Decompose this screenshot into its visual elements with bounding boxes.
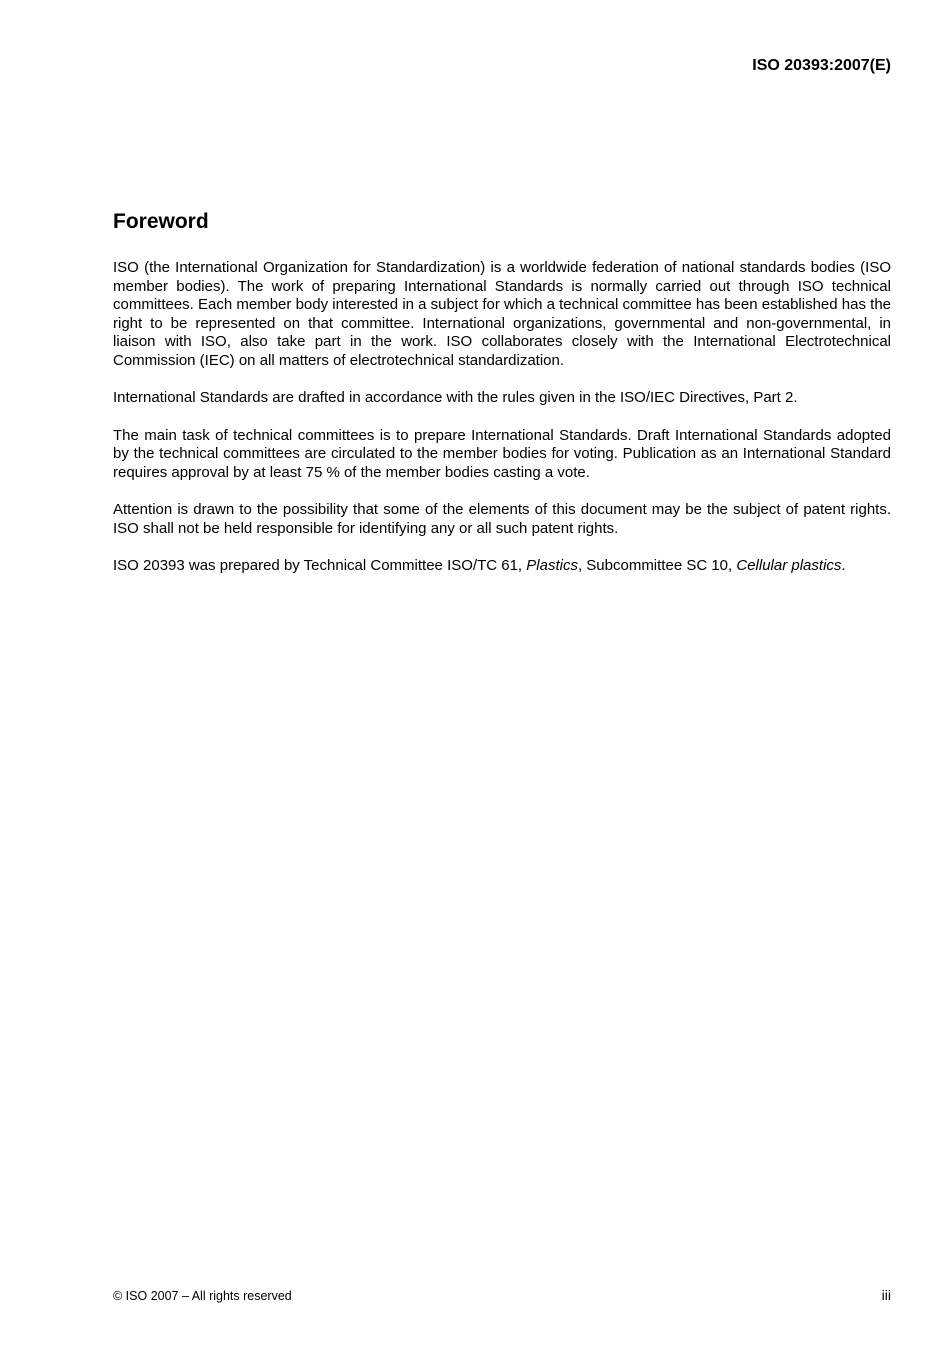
paragraph-patent-rights: Attention is drawn to the possibility that some of the elements of this document may be the subject of patent rights. ISO shall not be held responsible for identifying any or all such patent rights. bbox=[113, 501, 891, 537]
foreword-body bbox=[113, 259, 891, 594]
prepared-by-middle: , Subcommittee SC 10, bbox=[577, 556, 737, 574]
paragraph-iso-federation: ISO (the International Organization for Standardization) is a worldwide federation of national standards bodies (ISO member bodies). The work of preparing International Standards is normally carried out through ISO technical committees. Each member body interested in a subject for which a technical committee has been established has the right to be represented on that committee. International organizations, governmental and non-governmental, in liaison with ISO, also take part in the work. ISO collaborates closely with the International Electrotechnical Commission (IEC) on all matters of electrotechnical standardization. bbox=[113, 259, 891, 369]
paragraph-technical-committees: The main task of technical committees is to prepare International Standards. Draft International Standards adopted by the technical committees are circulated to the member bodies for voting. Publication as an International Standard requires approval by at least 75 % of the member bodies casting a vote. bbox=[113, 426, 891, 481]
document-id: ISO 20393:2007(E) bbox=[752, 57, 891, 74]
paragraph-directives: International Standards are drafted in accordance with the rules given in the ISO/IEC Directives, Part 2. bbox=[113, 389, 798, 407]
prepared-by-suffix: . bbox=[841, 556, 846, 574]
copyright-notice: © ISO 2007 – All rights reserved bbox=[113, 1289, 292, 1303]
committee-name: Plastics bbox=[526, 556, 578, 574]
foreword-heading: Foreword bbox=[113, 210, 209, 233]
subcommittee-name: Cellular plastics bbox=[736, 556, 842, 574]
prepared-by-prefix: ISO 20393 was prepared by Technical Committee ISO/TC 61, bbox=[113, 556, 527, 574]
paragraph-prepared-by bbox=[113, 557, 891, 576]
page-number: iii bbox=[881, 1287, 891, 1303]
